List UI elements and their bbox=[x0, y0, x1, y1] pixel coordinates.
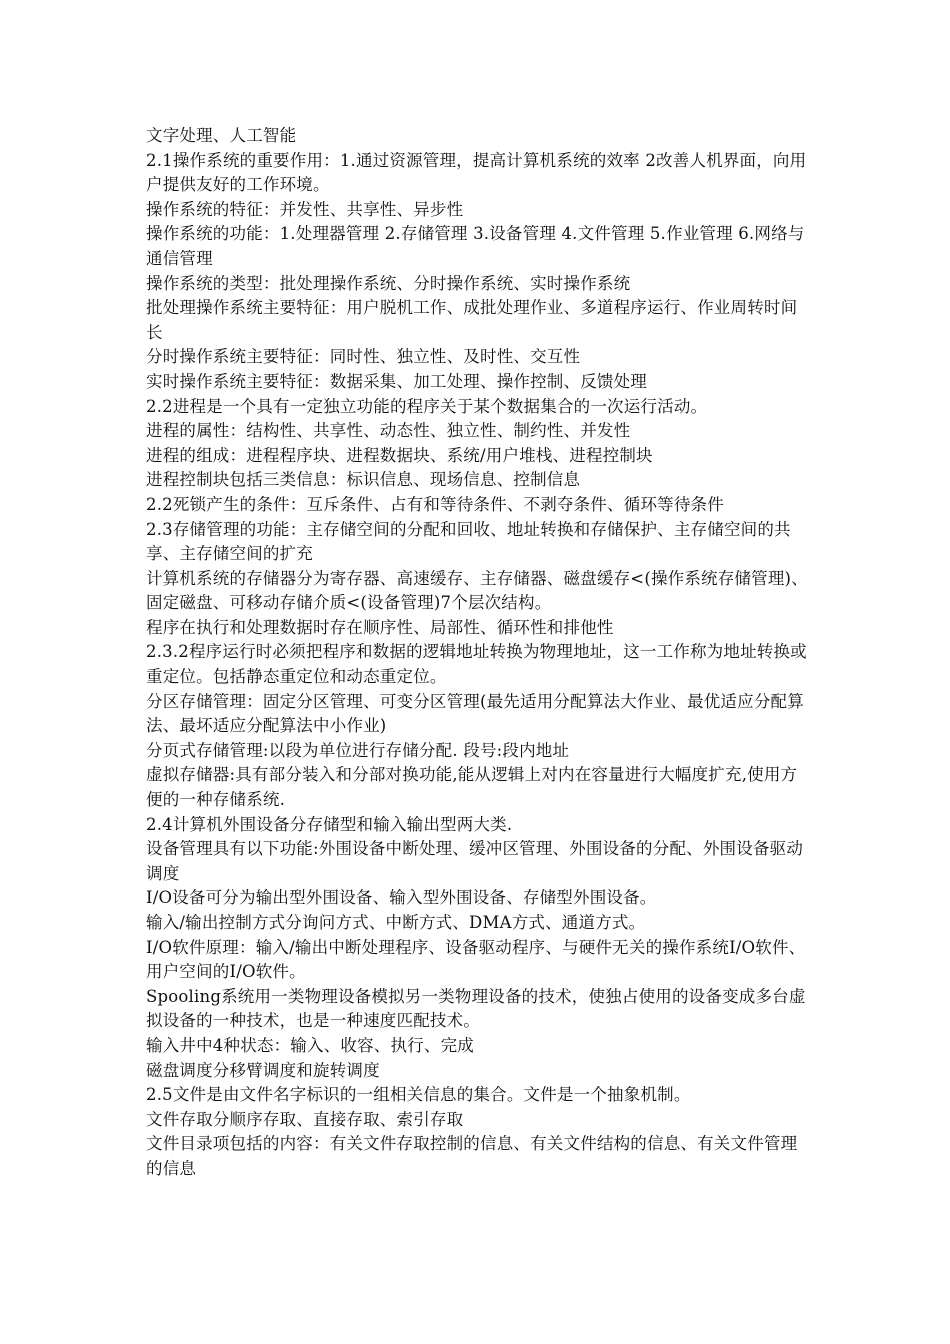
paragraph-file-definition: 2.5文件是由文件名字标识的一组相关信息的集合。文件是一个抽象机制。 bbox=[146, 1085, 691, 1105]
paragraph-spooling: Spooling系统用一类物理设备模拟另一类物理设备的技术，使独占使用的设备变成多台虚拟设备的一种技术，也是一种速度匹配技术。 bbox=[146, 986, 806, 1031]
paragraph-timesharing-features: 分时操作系统主要特征：同时性、独立性、及时性、交互性 bbox=[146, 347, 581, 367]
paragraph-intro-topics: 文字处理、人工智能 bbox=[146, 126, 297, 145]
paragraph-pcb-info: 进程控制块包括三类信息：标识信息、现场信息、控制信息 bbox=[146, 470, 581, 490]
paragraph-os-features: 操作系统的特征：并发性、共享性、异步性 bbox=[146, 199, 464, 219]
paragraph-program-locality: 程序在执行和处理数据时存在顺序性、局部性、循环性和排他性 bbox=[146, 617, 614, 637]
paragraph-disk-scheduling: 磁盘调度分移臂调度和旋转调度 bbox=[146, 1060, 380, 1080]
paragraph-file-access: 文件存取分顺序存取、直接存取、索引存取 bbox=[146, 1109, 464, 1129]
paragraph-process-composition: 进程的组成：进程程序块、进程数据块、系统/用户堆栈、进程控制块 bbox=[146, 445, 653, 465]
paragraph-os-functions: 操作系统的功能：1.处理器管理 2.存储管理 3.设备管理 4.文件管理 5.作业管理 6.网络与通信管理 bbox=[146, 224, 805, 268]
paragraph-directory-entry: 文件目录项包括的内容：有关文件存取控制的信息、有关文件结构的信息、有关文件管理的信息 bbox=[146, 1134, 798, 1178]
paragraph-io-software: I/O软件原理：输入/输出中断处理程序、设备驱动程序、与硬件无关的操作系统I/O软件、用户空间的I/O软件。 bbox=[146, 937, 806, 982]
paragraph-virtual-memory: 虚拟存储器:具有部分装入和分部对换功能,能从逻辑上对内在容量进行大幅度扩充,使用方便的一种存储系统. bbox=[146, 765, 798, 810]
paragraph-peripheral-types: 2.4计算机外围设备分存储型和输入输出型两大类. bbox=[146, 814, 513, 834]
paragraph-device-management: 设备管理具有以下功能:外围设备中断处理、缓冲区管理、外围设备的分配、外围设备驱动调度 bbox=[146, 839, 804, 883]
paragraph-storage-functions: 2.3存储管理的功能：主存储空间的分配和回收、地址转换和存储保护、主存储空间的共享、主存储空间的扩充 bbox=[146, 519, 791, 564]
paragraph-memory-hierarchy: 计算机系统的存储器分为寄存器、高速缓存、主存储器、磁盘缓存<(操作系统存储管理)、固定磁盘、可移动存储介质<(设备管理)7个层次结构。 bbox=[146, 568, 808, 613]
paragraph-io-device-types: I/O设备可分为输出型外围设备、输入型外围设备、存储型外围设备。 bbox=[146, 888, 657, 908]
document-body bbox=[146, 124, 810, 1182]
paragraph-process-attributes: 进程的属性：结构性、共享性、动态性、独立性、制约性、并发性 bbox=[146, 421, 631, 441]
paragraph-deadlock-conditions: 2.2死锁产生的条件：互斥条件、占有和等待条件、不剥夺条件、循环等待条件 bbox=[146, 494, 724, 514]
paragraph-input-well-states: 输入井中4种状态：输入、收容、执行、完成 bbox=[146, 1035, 474, 1055]
paragraph-os-types: 操作系统的类型：批处理操作系统、分时操作系统、实时操作系统 bbox=[146, 273, 631, 293]
paragraph-partition-management: 分区存储管理：固定分区管理、可变分区管理(最先适用分配算法大作业、最优适应分配算法、最坏适应分配算法中小作业) bbox=[146, 691, 804, 736]
paragraph-io-control-modes: 输入/输出控制方式分询问方式、中断方式、DMA方式、通道方式。 bbox=[146, 913, 646, 932]
paragraph-relocation: 2.3.2程序运行时必须把程序和数据的逻辑地址转换为物理地址，这一工作称为地址转换或重定位。包括静态重定位和动态重定位。 bbox=[146, 642, 807, 687]
paragraph-process-definition: 2.2进程是一个具有一定独立功能的程序关于某个数据集合的一次运行活动。 bbox=[146, 396, 708, 416]
paragraph-batch-features: 批处理操作系统主要特征：用户脱机工作、成批处理作业、多道程序运行、作业周转时间长 bbox=[146, 298, 798, 342]
paragraph-os-role: 2.1操作系统的重要作用：1.通过资源管理，提高计算机系统的效率 2改善人机界面，向用户提供友好的工作环境。 bbox=[146, 150, 807, 195]
paragraph-realtime-features: 实时操作系统主要特征：数据采集、加工处理、操作控制、反馈处理 bbox=[146, 371, 647, 391]
paragraph-paging-management: 分页式存储管理:以段为单位进行存储分配. 段号:段内地址 bbox=[146, 740, 570, 760]
